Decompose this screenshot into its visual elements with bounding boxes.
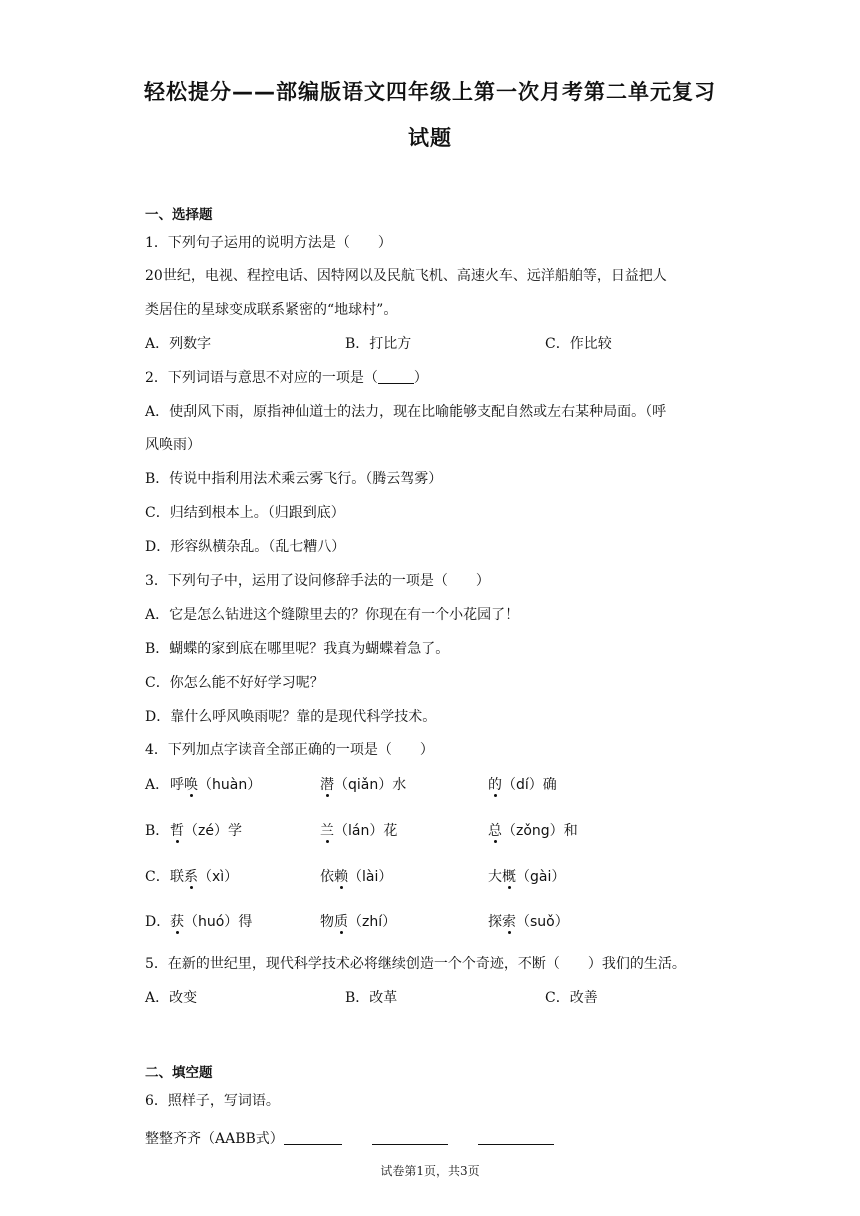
word-character: 大: [488, 869, 502, 885]
word-character: 呼: [170, 777, 184, 793]
dotted-character: 索: [502, 914, 516, 930]
q4-option-label: C．: [145, 869, 170, 885]
dotted-character: 哲: [170, 823, 184, 839]
q4-word: [170, 820, 242, 840]
q4-word: [320, 820, 397, 840]
dotted-character: 的: [488, 777, 502, 793]
pinyin-annotation: （huàn）: [198, 777, 262, 793]
word-character: 得: [238, 914, 253, 930]
dotted-character: 概: [502, 869, 516, 885]
pinyin-annotation: （lán）: [334, 823, 384, 839]
q3-option-b: B．蝴蝶的家到底在哪里呢？我真为蝴蝶着急了。: [145, 641, 450, 657]
word-character: 物: [320, 914, 334, 930]
page-title-line1: 轻松提分——部编版语文四年级上第一次月考第二单元复习: [144, 80, 716, 104]
pinyin-annotation: （qiǎn）: [334, 777, 393, 793]
section-heading-choice: 一、选择题: [145, 207, 213, 223]
word-character: 水: [392, 777, 407, 793]
q6-example: 整整齐齐（AABB式）: [145, 1131, 284, 1147]
q1-passage-line2: 类居住的星球变成联系紧密的“地球村”。: [145, 302, 398, 318]
q4-word: [488, 820, 578, 840]
q6-blank-3[interactable]: [478, 1130, 554, 1145]
dotted-character: 赖: [334, 869, 348, 885]
q3-option-d: D．靠什么呼风唤雨呢？靠的是现代科学技术。: [145, 709, 437, 725]
dotted-character: 系: [184, 869, 198, 885]
word-character: 确: [542, 777, 557, 793]
dotted-character: 获: [170, 914, 184, 930]
word-character: 花: [383, 823, 398, 839]
q6-blank-2[interactable]: [372, 1130, 448, 1145]
dotted-character: 唤: [184, 777, 198, 793]
q4-word: [488, 911, 569, 931]
q1-passage-line1: 20世纪，电视、程控电话、因特网以及民航飞机、高速火车、远洋船舶等，日益把人: [145, 268, 667, 284]
q5-option-c: C．改善: [545, 990, 598, 1006]
dotted-character: 兰: [320, 823, 334, 839]
q1-option-b: B．打比方: [345, 336, 412, 352]
pinyin-annotation: （xì）: [198, 869, 239, 885]
pinyin-annotation: （zé）: [184, 823, 228, 839]
q2-stem-text: 2．下列词语与意思不对应的一项是（: [145, 370, 378, 386]
q4-option-label: A．: [145, 777, 170, 793]
word-character: 依: [320, 869, 334, 885]
q2-stem: [145, 367, 428, 387]
q5-option-b: B．改革: [345, 990, 398, 1006]
q4-word: [320, 774, 406, 794]
q4-word: [170, 774, 261, 794]
page-footer: 试卷第1页，共3页: [380, 1164, 480, 1178]
q5-stem: 5．在新的世纪里，现代科学技术必将继续创造一个个奇迹，不断（ ）我们的生活。: [145, 956, 686, 972]
pinyin-annotation: （lài）: [348, 869, 393, 885]
q1-option-c: C．作比较: [545, 336, 612, 352]
q4-option-label: D．: [145, 914, 171, 930]
q6-blank-1[interactable]: [284, 1130, 342, 1145]
q6-example-line: [145, 1128, 554, 1148]
q2-option-a-line2: 风唤雨）: [145, 437, 201, 453]
q3-stem: 3．下列句子中，运用了设问修辞手法的一项是（ ）: [145, 573, 490, 589]
q2-option-c: C．归结到根本上。（归跟到底）: [145, 505, 345, 521]
q4-word: [320, 911, 396, 931]
dotted-character: 总: [488, 823, 502, 839]
q5-option-a: A．改变: [145, 990, 198, 1006]
pinyin-annotation: （zhí）: [348, 914, 397, 930]
word-character: 联: [170, 869, 184, 885]
word-character: 和: [563, 823, 578, 839]
q2-option-b: B．传说中指利用法术乘云雾飞行。（腾云驾雾）: [145, 471, 443, 487]
q4-word: [488, 866, 565, 886]
q4-option-label: B．: [145, 823, 170, 839]
q2-option-d: D．形容纵横杂乱。（乱七糟八）: [145, 539, 346, 555]
dotted-character: 质: [334, 914, 348, 930]
q2-answer-blank: [378, 369, 414, 384]
pinyin-annotation: （dí）: [502, 777, 543, 793]
pinyin-annotation: （gài）: [516, 869, 566, 885]
q4-word: [170, 866, 238, 886]
pinyin-annotation: （suǒ）: [516, 914, 569, 930]
dotted-character: 潜: [320, 777, 334, 793]
page-title-line2: 试题: [408, 126, 452, 150]
q3-option-a: A．它是怎么钻进这个缝隙里去的？你现在有一个小花园了！: [145, 607, 520, 623]
q1-option-a: A．列数字: [145, 336, 212, 352]
q2-stem-close: ）: [413, 370, 428, 386]
q4-word: [488, 774, 557, 794]
q4-word: [320, 866, 392, 886]
q3-option-c: C．你怎么能不好好学习呢？: [145, 675, 324, 691]
pinyin-annotation: （huó）: [184, 914, 239, 930]
section-heading-fill: 二、填空题: [145, 1065, 213, 1081]
word-character: 学: [227, 823, 242, 839]
q1-stem: 1．下列句子运用的说明方法是（ ）: [145, 235, 392, 251]
q6-stem: 6．照样子，写词语。: [145, 1093, 280, 1109]
pinyin-annotation: （zǒng）: [502, 823, 564, 839]
q2-option-a-line1: A．使刮风下雨，原指神仙道士的法力，现在比喻能够支配自然或左右某种局面。（呼: [145, 404, 667, 420]
q4-stem: 4．下列加点字读音全部正确的一项是（ ）: [145, 742, 434, 758]
word-character: 探: [488, 914, 502, 930]
q4-word: [170, 911, 252, 931]
